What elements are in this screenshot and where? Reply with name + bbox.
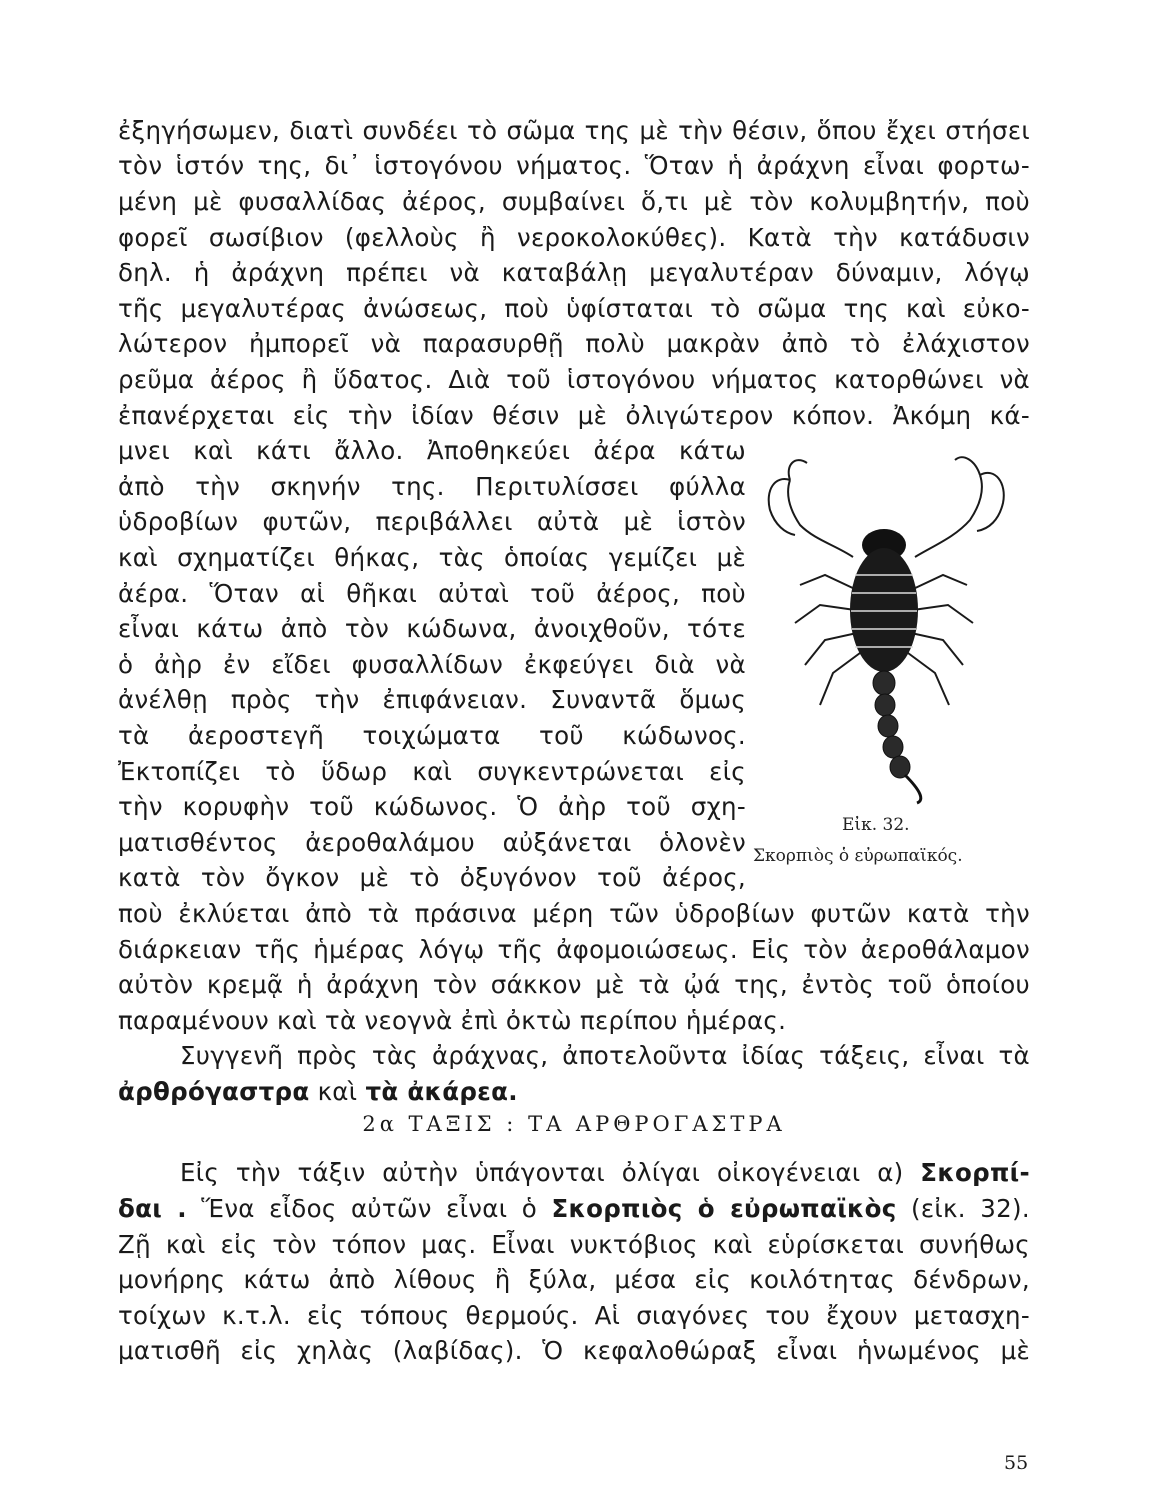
- section-heading: 2α ΤΑΞΙΣ : ΤΑ ΑΡΘΡΟΓΑΣΤΡΑ: [362, 1112, 786, 1136]
- text-line: τὰ ἀεροστεγῆ τοιχώματα τοῦ κώδωνος.: [118, 721, 746, 750]
- text-line: ποὺ ἐκλύεται ἀπὸ τὰ πράσινα μέρη τῶν ὑδροβίων φυτῶν κατὰ τὴν: [118, 899, 1030, 928]
- text-line: μνει καὶ κάτι ἄλλο. Ἀποθηκεύει ἀέρα κάτω: [118, 436, 746, 465]
- text-line: ὑδροβίων φυτῶν, περιβάλλει αὐτὰ μὲ ἱστὸν: [118, 507, 746, 536]
- text-line: τὴν κορυφὴν τοῦ κώδωνος. Ὁ ἀὴρ τοῦ σχη-: [118, 792, 746, 821]
- text-line: τὸν ἱστόν της, δι᾽ ἱστογόνου νήματος. Ὅταν ἡ ἀράχνη εἶναι φορτω-: [118, 151, 1030, 180]
- text-line: ἐξηγήσωμεν, διατὶ συνδέει τὸ σῶμα της μὲ τὴν θέσιν, ὅπου ἔχει στήσει: [118, 116, 1030, 145]
- text-line: αὐτὸν κρεμᾷ ἡ ἀράχνη τὸν σάκκον μὲ τὰ ᾠά της, ἐντὸς τοῦ ὁποίου: [118, 970, 1030, 999]
- text-line: εἶναι κάτω ἀπὸ τὸν κώδωνα, ἀνοιχθοῦν, τότε: [118, 614, 746, 643]
- text-line: [118, 1156, 1030, 1190]
- text-fragment: καὶ: [309, 1077, 366, 1106]
- text-line: φορεῖ σωσίβιον (φελλοὺς ἢ νεροκολοκύθες). Κατὰ τὴν κατάδυσιν: [118, 223, 1030, 252]
- text-line: καὶ σχηματίζει θήκας, τὰς ὁποίας γεμίζει μὲ: [118, 543, 746, 572]
- text-line: ὁ ἀὴρ ἐν εἴδει φυσαλλίδων ἐκφεύγει διὰ νὰ: [118, 650, 746, 679]
- text-line: ρεῦμα ἀέρος ἢ ὕδατος. Διὰ τοῦ ἱστογόνου νήματος κατορθώνει νὰ: [118, 365, 1030, 394]
- text-line: Ζῇ καὶ εἰς τὸν τόπον μας. Εἶναι νυκτόβιος καὶ εὑρίσκεται συνήθως: [118, 1230, 1030, 1259]
- text-line: κατὰ τὸν ὄγκον μὲ τὸ ὀξυγόνον τοῦ ἀέρος,: [118, 863, 746, 892]
- figure-label: Εἰκ. 32.: [842, 815, 910, 835]
- scorpion-figure: [745, 445, 1025, 866]
- text-line: μένη μὲ φυσαλλίδας ἀέρος, συμβαίνει ὅ,τι μὲ τὸν κολυμβητήν, ποὺ: [118, 187, 1030, 216]
- text-fragment: (εἰκ. 32).: [896, 1194, 1030, 1223]
- figure-caption: Σκορπιὸς ὁ εὐρωπαϊκός.: [753, 846, 963, 866]
- text-line: ἀέρα. Ὅταν αἱ θῆκαι αὐταὶ τοῦ ἀέρος, ποὺ: [118, 579, 746, 608]
- text-fragment: Εἰς τὴν τάξιν αὐτὴν ὑπάγονται ὀλίγαι οἰκογένειαι α): [180, 1158, 921, 1187]
- bold-term: Σκορπιὸς ὁ εὐρωπαϊκὸς: [551, 1194, 897, 1223]
- bold-term: δαι .: [118, 1194, 187, 1223]
- text-line: τοίχων κ.τ.λ. εἰς τόπους θερμούς. Αἱ σιαγόνες του ἔχουν μετασχη-: [118, 1301, 1030, 1330]
- text-line: παραμένουν καὶ τὰ νεογνὰ ἐπὶ ὀκτὼ περίπου ἡμέρας.: [118, 1006, 787, 1035]
- text-line: μονήρης κάτω ἀπὸ λίθους ἢ ξύλα, μέσα εἰς κοιλότητας δένδρων,: [118, 1265, 1030, 1294]
- text-line: δηλ. ἡ ἀράχνη πρέπει νὰ καταβάλῃ μεγαλυτέραν δύναμιν, λόγῳ: [118, 258, 1030, 287]
- text-line: λώτερον ἠμπορεῖ νὰ παρασυρθῇ πολὺ μακρὰν ἀπὸ τὸ ἐλάχιστον: [118, 329, 1030, 358]
- text-line: [118, 1192, 1030, 1226]
- page-number: 55: [1004, 1452, 1029, 1474]
- text-line: Συγγενῆ πρὸς τὰς ἀράχνας, ἀποτελοῦντα ἰδίας τάξεις, εἶναι τὰ: [180, 1041, 1030, 1070]
- text-line: ματισθῆ εἰς χηλὰς (λαβίδας). Ὁ κεφαλοθώραξ εἶναι ἡνωμένος μὲ: [118, 1336, 1030, 1365]
- bold-term: Σκορπί-: [920, 1158, 1030, 1187]
- text-line: ἀπὸ τὴν σκηνήν της. Περιτυλίσσει φύλλα: [118, 472, 746, 501]
- text-line: διάρκειαν τῆς ἡμέρας λόγῳ τῆς ἀφομοιώσεως. Εἰς τὸν ἀεροθάλαμον: [118, 935, 1030, 964]
- text-line: ἐπανέρχεται εἰς τὴν ἰδίαν θέσιν μὲ ὀλιγώτερον κόπον. Ἀκόμη κά-: [118, 401, 1030, 430]
- text-fragment: Ἕνα εἶδος αὐτῶν εἶναι ὁ: [186, 1194, 552, 1223]
- bold-term: τὰ ἀκάρεα.: [365, 1077, 518, 1106]
- text-line: ματισθέντος ἀεροθαλάμου αὐξάνεται ὁλονὲν: [118, 828, 746, 857]
- text-line: [118, 1075, 1030, 1109]
- text-line: τῆς μεγαλυτέρας ἀνώσεως, ποὺ ὑφίσταται τὸ σῶμα της καὶ εὐκο-: [118, 294, 1030, 323]
- text-line: Ἐκτοπίζει τὸ ὕδωρ καὶ συγκεντρώνεται εἰς: [118, 757, 746, 786]
- bold-term: ἀρθρόγαστρα: [118, 1077, 310, 1106]
- scorpion-illustration: [745, 445, 1025, 805]
- text-line: ἀνέλθῃ πρὸς τὴν ἐπιφάνειαν. Συναντᾶ ὅμως: [118, 685, 746, 714]
